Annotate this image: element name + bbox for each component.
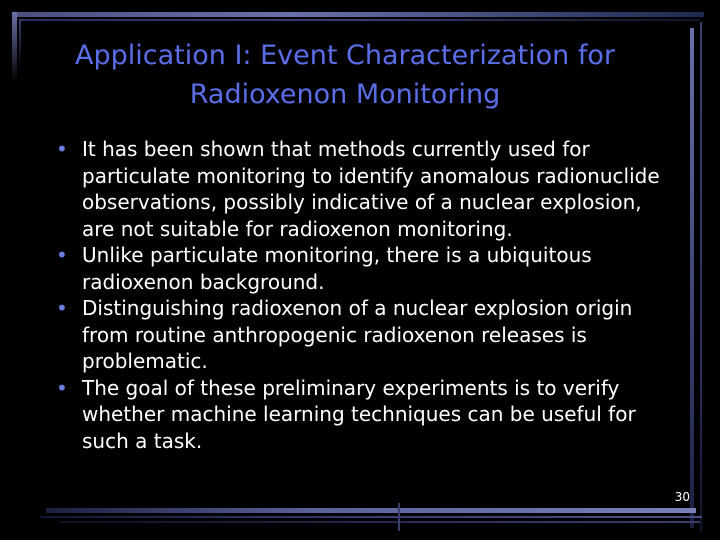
list-item	[54, 375, 664, 455]
frame-left-bar	[12, 12, 17, 82]
bullet-text: It has been shown that methods currently used for particulate monitoring to identify anomalous radionuclide observations, possibly indicative of a nuclear explosion, are not suitable for radioxenon monitoring.	[82, 137, 660, 241]
bullet-dot-icon: •	[56, 243, 68, 267]
frame-top-bar	[14, 12, 704, 17]
list-item	[54, 136, 664, 242]
frame-right-bar	[690, 28, 694, 528]
frame-left-bar-thin	[19, 19, 21, 69]
list-item	[54, 242, 664, 295]
bullet-text: Distinguishing radioxenon of a nuclear explosion origin from routine anthropogenic radioxenon releases is problematic.	[82, 296, 633, 373]
frame-bottom-tick	[398, 503, 400, 531]
frame-bottom-bar-thin	[40, 516, 702, 518]
slide-number: 30	[674, 490, 690, 504]
slide-title-line-1: Application I: Event Characterization for	[75, 40, 615, 71]
list-item	[54, 295, 664, 375]
slide-title	[40, 36, 650, 114]
slide-title-line-2: Radioxenon Monitoring	[189, 79, 501, 110]
bullet-list	[54, 136, 664, 454]
frame-top-bar-thin	[20, 19, 700, 21]
bullet-dot-icon: •	[56, 137, 68, 161]
frame-bottom-bar	[46, 508, 696, 513]
bullet-dot-icon: •	[56, 375, 68, 400]
bullet-text: The goal of these preliminary experiments is to verify whether machine learning techniques can be useful for such a task.	[82, 375, 636, 453]
frame-bottom-bar-thinner	[60, 521, 700, 523]
bullet-dot-icon: •	[56, 296, 68, 320]
frame-right-bar-thin	[700, 22, 702, 532]
bullet-text: Unlike particulate monitoring, there is a ubiquitous radioxenon background.	[82, 243, 592, 294]
